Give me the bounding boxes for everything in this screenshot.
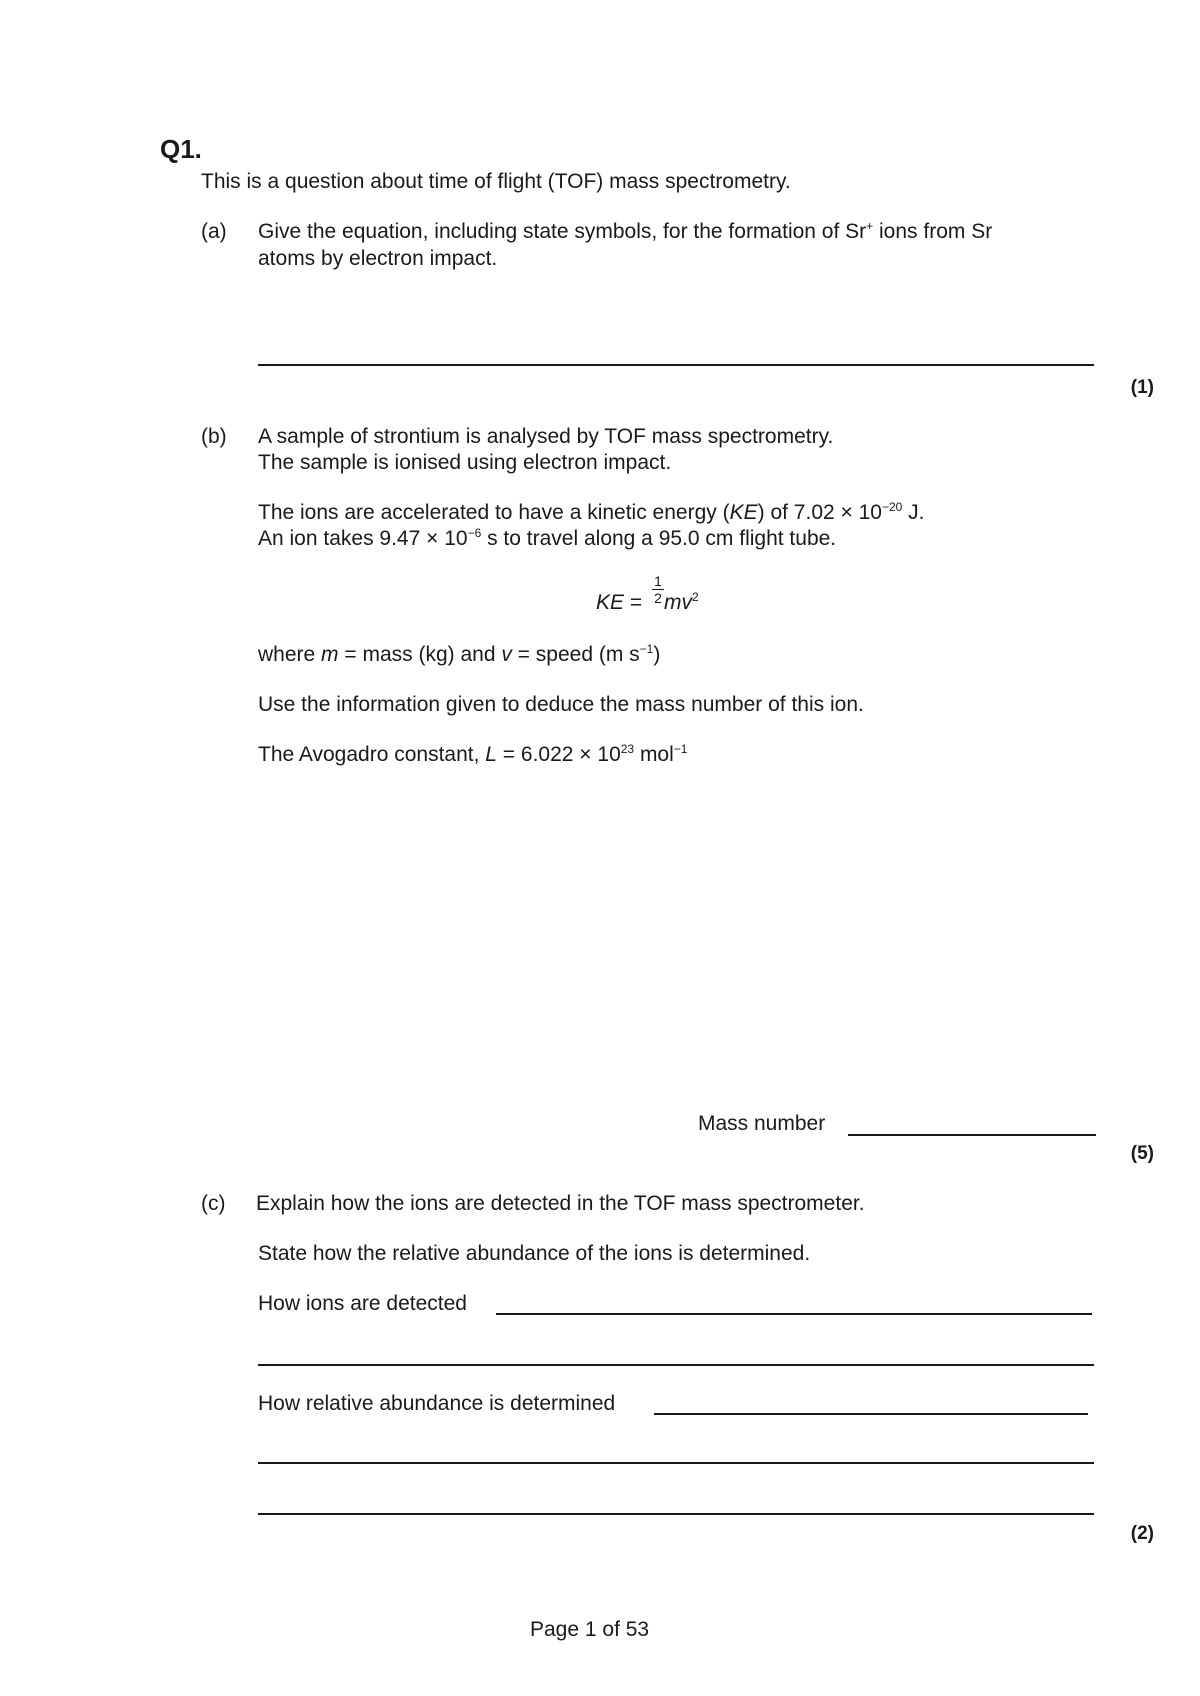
detected-label: How ions are detected: [258, 1292, 467, 1315]
abundance-answer-line-2[interactable]: [258, 1462, 1094, 1464]
part-a-answer-line[interactable]: [258, 364, 1094, 366]
part-c-text-line1: Explain how the ions are detected in the TOF mass spectrometer.: [256, 1192, 865, 1215]
part-b-text-line1: A sample of strontium is analysed by TOF mass spectrometry.: [258, 425, 834, 448]
abundance-answer-line-3[interactable]: [258, 1513, 1094, 1515]
page-number: Page 1 of 53: [530, 1618, 650, 1641]
part-b-label: (b): [201, 425, 227, 448]
part-a-label: (a): [201, 220, 227, 243]
avogadro-constant: The Avogadro constant, $L = 6.022 \times 10^{23}$ mol$^{-1}$: [258, 742, 688, 766]
part-a-text-line2: atoms by electron impact.: [258, 247, 498, 270]
ke-equation: KE = $mv^2$: [596, 590, 699, 614]
mass-number-answer-line[interactable]: [848, 1134, 1096, 1136]
mass-number-label: Mass number: [698, 1112, 826, 1135]
part-c-text-line2: State how the relative abundance of the ions is determined.: [258, 1242, 811, 1265]
variable-definitions: where m = mass (kg) and v = speed (m $s^{-1}$): [258, 642, 661, 666]
abundance-answer-line-1[interactable]: [654, 1413, 1088, 1415]
part-a-text-line1: Give the equation, including state symbols, for the formation of Sr+ ions from Sr: [258, 219, 993, 243]
detected-answer-line-2[interactable]: [258, 1364, 1094, 1366]
half-fraction: [652, 574, 664, 605]
deduce-instruction: Use the information given to deduce the mass number of this ion.: [258, 693, 864, 716]
kinetic-energy-statement: The ions are accelerated to have a kinetic energy (KE) of $7.02 \times 10^{-20}$ J.: [258, 500, 925, 524]
fraction-denominator: 2: [654, 590, 662, 606]
abundance-label: How relative abundance is determined: [258, 1392, 616, 1415]
part-c-label: (c): [201, 1192, 226, 1215]
question-intro: This is a question about time of flight (TOF) mass spectrometry.: [201, 170, 791, 193]
question-number: Q1.: [160, 134, 202, 164]
fraction-numerator: 1: [654, 573, 662, 589]
detected-answer-line-1[interactable]: [496, 1313, 1092, 1315]
part-a-marks: (1): [1130, 377, 1154, 398]
part-c-marks: (2): [1130, 1523, 1154, 1544]
flight-time-statement: An ion takes $9.47 \times 10^{-6}$ s to travel along a 95.0 cm flight tube.: [258, 526, 837, 550]
part-b-marks: (5): [1130, 1143, 1154, 1164]
part-b-text-line2: The sample is ionised using electron impact.: [258, 451, 672, 474]
